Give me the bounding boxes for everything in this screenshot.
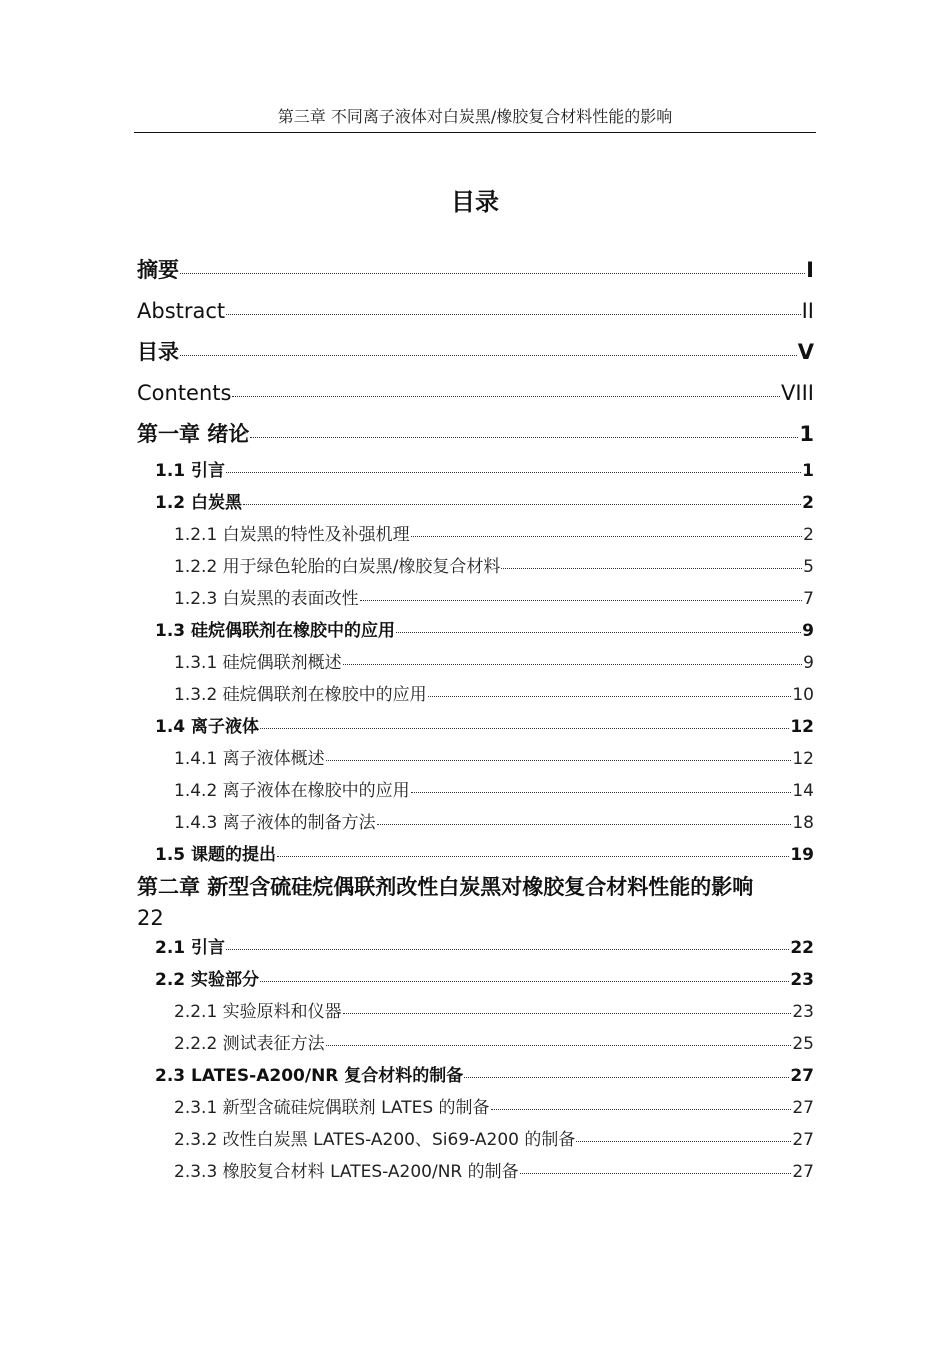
toc-entry-page: 22 <box>137 906 164 930</box>
dot-leader <box>520 1173 792 1174</box>
toc-entry-label: 1.1 引言 <box>155 461 226 481</box>
toc-entry-2-3-2[interactable] <box>137 1124 814 1156</box>
dot-leader <box>377 824 792 825</box>
toc-entry-page: 27 <box>790 1066 814 1086</box>
toc-entry-label: 2.3.1 新型含硫硅烷偶联剂 LATES 的制备 <box>174 1098 490 1118</box>
dot-leader <box>180 355 797 356</box>
dot-leader <box>250 437 798 438</box>
dot-leader <box>464 1077 789 1078</box>
toc-entry-label: 2.2.1 实验原料和仪器 <box>174 1002 342 1022</box>
toc-entry-label: 2.3.2 改性白炭黑 LATES-A200、Si69-A200 的制备 <box>174 1130 576 1150</box>
toc-entry-label: Abstract <box>137 299 226 323</box>
toc-entry-1-2[interactable] <box>137 487 814 519</box>
toc-entry-2-1[interactable] <box>137 932 814 964</box>
toc-entry-1-3[interactable] <box>137 615 814 647</box>
toc-entry-label: 1.2 白炭黑 <box>155 493 243 513</box>
toc-entry-label: 第一章 绪论 <box>137 422 250 446</box>
dot-leader <box>501 568 802 569</box>
toc-entry-label: 1.4.1 离子液体概述 <box>174 749 325 769</box>
toc-entry-1-3-1[interactable] <box>137 647 814 679</box>
dot-leader <box>396 632 801 633</box>
toc-entry-1-2-3[interactable] <box>137 583 814 615</box>
toc-entry-page: 12 <box>792 749 814 769</box>
toc-entry-1-2-2[interactable] <box>137 551 814 583</box>
dot-leader <box>411 536 803 537</box>
dot-leader <box>411 792 792 793</box>
toc-entry-label: 2.1 引言 <box>155 938 226 958</box>
toc-entry-label: 1.3.1 硅烷偶联剂概述 <box>174 653 342 673</box>
toc-entry-label: 1.4.2 离子液体在橡胶中的应用 <box>174 781 410 801</box>
toc-entry-page: 2 <box>802 493 814 513</box>
toc-entry-page: 1 <box>799 422 814 446</box>
toc-entry-label: 1.2.2 用于绿色轮胎的白炭黑/橡胶复合材料 <box>174 557 501 577</box>
toc-entry-page: 12 <box>790 717 814 737</box>
dot-leader <box>277 856 789 857</box>
header-rule <box>134 132 816 133</box>
dot-leader <box>232 396 780 397</box>
dot-leader <box>343 664 803 665</box>
toc-entry-page: V <box>797 340 814 364</box>
dot-leader <box>491 1109 792 1110</box>
toc-entry-label: 2.2 实验部分 <box>155 970 260 990</box>
toc-entry-page: 19 <box>790 845 814 865</box>
toc-entry-page: II <box>801 299 814 323</box>
toc-entry-1-2-1[interactable] <box>137 519 814 551</box>
toc-entry-page: VIII <box>781 381 814 405</box>
toc-entry-chapter-2[interactable] <box>137 871 814 932</box>
dot-leader <box>326 1045 792 1046</box>
toc-entry-2-2-2[interactable] <box>137 1028 814 1060</box>
toc-entry-page: 27 <box>792 1130 814 1150</box>
toc-entry-contents-cn[interactable] <box>137 332 814 373</box>
toc-entry-label: 2.3.3 橡胶复合材料 LATES-A200/NR 的制备 <box>174 1162 519 1182</box>
dot-leader <box>260 728 789 729</box>
toc-entry-label: Contents <box>137 381 232 405</box>
toc-entry-page: 27 <box>792 1098 814 1118</box>
toc-entry-label: 1.5 课题的提出 <box>155 845 277 865</box>
toc-entry-page: 2 <box>803 525 814 545</box>
dot-leader <box>360 600 803 601</box>
toc-entry-label: 目录 <box>137 340 179 364</box>
toc-entry-2-3-1[interactable] <box>137 1092 814 1124</box>
toc-entry-label: 1.2.1 白炭黑的特性及补强机理 <box>174 525 410 545</box>
dot-leader <box>343 1013 792 1014</box>
toc-entry-page: 7 <box>803 589 814 609</box>
toc-entry-label: 第二章 新型含硫硅烷偶联剂改性白炭黑对橡胶复合材料性能的影响 <box>137 875 754 899</box>
toc-entry-1-4[interactable] <box>137 711 814 743</box>
dot-leader <box>226 949 789 950</box>
toc-title: 目录 <box>451 188 499 216</box>
dot-leader <box>226 314 800 315</box>
dot-leader <box>226 472 801 473</box>
toc-entry-2-3-3[interactable] <box>137 1156 814 1188</box>
toc-entry-page: I <box>806 258 814 282</box>
toc-entry-1-4-1[interactable] <box>137 743 814 775</box>
dot-leader <box>428 696 792 697</box>
toc-entry-page: 1 <box>802 461 814 481</box>
toc-entry-abstract-cn[interactable] <box>137 250 814 291</box>
toc-entry-1-4-2[interactable] <box>137 775 814 807</box>
dot-leader <box>326 760 792 761</box>
toc-entry-chapter-1[interactable] <box>137 414 814 455</box>
toc-entry-page: 25 <box>792 1034 814 1054</box>
toc-entry-page: 14 <box>792 781 814 801</box>
toc-entry-label: 1.4.3 离子液体的制备方法 <box>174 813 376 833</box>
toc-entry-1-4-3[interactable] <box>137 807 814 839</box>
dot-leader <box>243 504 801 505</box>
toc-entry-page: 5 <box>803 557 814 577</box>
toc-entry-label: 1.2.3 白炭黑的表面改性 <box>174 589 359 609</box>
running-header: 第三章 不同离子液体对白炭黑/橡胶复合材料性能的影响 <box>277 107 673 126</box>
toc-entry-2-2[interactable] <box>137 964 814 996</box>
dot-leader <box>260 981 789 982</box>
toc-entry-label: 1.3.2 硅烷偶联剂在橡胶中的应用 <box>174 685 427 705</box>
toc-entry-label: 1.4 离子液体 <box>155 717 260 737</box>
toc-entry-page: 23 <box>790 970 814 990</box>
toc-entry-2-2-1[interactable] <box>137 996 814 1028</box>
toc-entry-abstract-en[interactable] <box>137 291 814 332</box>
toc-entry-page: 9 <box>802 621 814 641</box>
toc-entry-page: 22 <box>790 938 814 958</box>
toc-entry-label: 2.3 LATES-A200/NR 复合材料的制备 <box>155 1066 464 1086</box>
table-of-contents <box>137 250 814 1188</box>
toc-entry-label: 1.3 硅烷偶联剂在橡胶中的应用 <box>155 621 396 641</box>
toc-entry-page: 10 <box>792 685 814 705</box>
dot-leader <box>180 273 805 274</box>
toc-entry-1-1[interactable] <box>137 455 814 487</box>
toc-entry-contents-en[interactable] <box>137 373 814 414</box>
toc-entry-2-3[interactable] <box>137 1060 814 1092</box>
toc-entry-1-3-2[interactable] <box>137 679 814 711</box>
toc-entry-page: 27 <box>792 1162 814 1182</box>
toc-entry-1-5[interactable] <box>137 839 814 871</box>
dot-leader <box>576 1141 791 1142</box>
toc-entry-page: 9 <box>803 653 814 673</box>
toc-entry-label: 摘要 <box>137 258 179 282</box>
toc-entry-label: 2.2.2 测试表征方法 <box>174 1034 325 1054</box>
toc-entry-page: 23 <box>792 1002 814 1022</box>
toc-entry-page: 18 <box>792 813 814 833</box>
